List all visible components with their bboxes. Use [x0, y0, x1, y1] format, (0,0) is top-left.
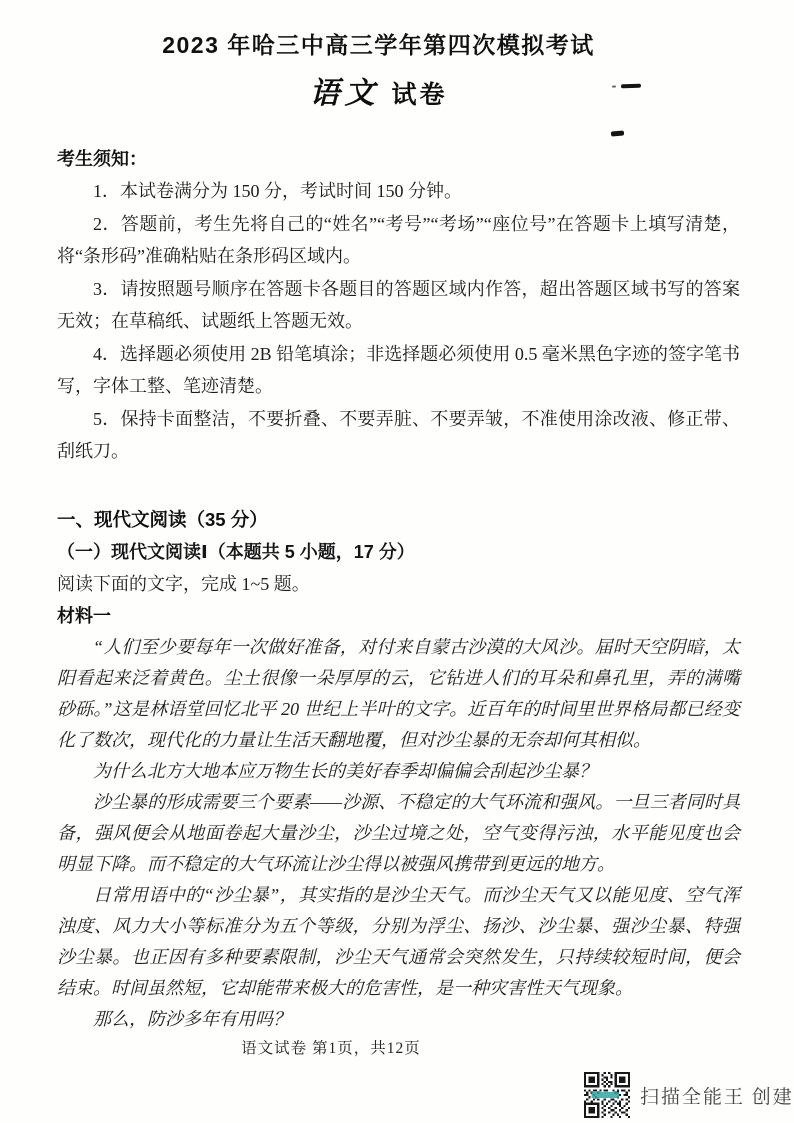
- page-number-label: 语文试卷 第1页，共12页: [241, 1040, 421, 1057]
- notice-item-2: 2．答题前，考生先将自己的“姓名”“考号”“考场”“座位号”在答题卡上填写清楚，将“条形码”准确粘贴在条形码区域内。: [57, 213, 740, 266]
- page-footer: [0, 1036, 728, 1058]
- section-instruction: 阅读下面的文字，完成 1~5 题。: [57, 573, 310, 594]
- reading-section: [57, 504, 740, 632]
- material-paragraph-1: “人们至少要每年一次做好准备，对付来自蒙古沙漠的大风沙。届时天空阴暗，太阳看起来泛着黄色。尘土很像一朵厚厚的云，它钻进人们的耳朵和鼻孔里，弄的满嘴砂砾。”这是林语堂回忆北平 20 世纪上半叶的文字。近百年的时间里世界格局都已经变化了数次，现代化的力量让生活天翻地覆，但对沙尘暴的无奈却何其相似。: [57, 636, 740, 750]
- material-label: 材料一: [57, 605, 111, 626]
- material-paragraph-3: 沙尘暴的形成需要三个要素——沙源、不稳定的大气环流和强风。一旦三者同时具备，强风便会从地面卷起大量沙尘，沙尘过境之处，空气变得污浊，水平能见度也会明显下降。而不稳定的大气环流让沙尘得以被强风携带到更远的地方。: [57, 791, 740, 874]
- notice-item-3: 3．请按照题号顺序在答题卡各题目的答题区域内作答，超出答题区域书写的答案无效；在草稿纸、试题纸上答题无效。: [57, 278, 740, 331]
- scanner-watermark: [584, 1072, 794, 1118]
- material-text: [57, 632, 740, 1035]
- scanner-watermark-text: 扫描全能王 创建: [640, 1086, 794, 1108]
- material-paragraph-4: 日常用语中的“沙尘暴”，其实指的是沙尘天气。而沙尘天气又以能见度、空气浑浊度、风力大小等标准分为五个等级，分别为浮尘、扬沙、沙尘暴、强沙尘暴、特强沙尘暴。也正因有多种要素限制，沙尘天气通常会突然发生，只持续较短时间，便会结束。时间虽然短，它却能带来极大的危害性，是一种灾害性天气现象。: [57, 884, 740, 998]
- notice-item-5: 5．保持卡面整洁，不要折叠、不要弄脏、不要弄皱，不准使用涂改液、修正带、刮纸刀。: [57, 408, 740, 461]
- qr-code-icon: [584, 1072, 630, 1118]
- notice-item-4: 4．选择题必须使用 2B 铅笔填涂；非选择题必须使用 0.5 毫米黑色字迹的签字笔书写，字体工整、笔迹清楚。: [57, 343, 740, 396]
- material-paragraph-5: 那么，防沙多年有用吗？: [93, 1008, 291, 1029]
- paper-type-label: 试卷: [391, 81, 448, 109]
- section-subheading: （一）现代文阅读Ⅰ（本题共 5 小题，17 分）: [57, 541, 415, 562]
- notice-section: [57, 143, 740, 468]
- exam-title: 2023 年哈三中高三学年第四次模拟考试: [162, 32, 595, 58]
- exam-subject-line: [37, 75, 720, 118]
- notice-heading: 考生须知：: [57, 149, 147, 169]
- section-heading: 一、现代文阅读（35 分）: [57, 508, 268, 530]
- notice-item-1: 1．本试卷满分为 150 分，考试时间 150 分钟。: [93, 181, 462, 201]
- subject-name: 语文: [309, 77, 380, 110]
- material-paragraph-2: 为什么北方大地本应万物生长的美好春季却偏偏会刮起沙尘暴？: [93, 760, 597, 781]
